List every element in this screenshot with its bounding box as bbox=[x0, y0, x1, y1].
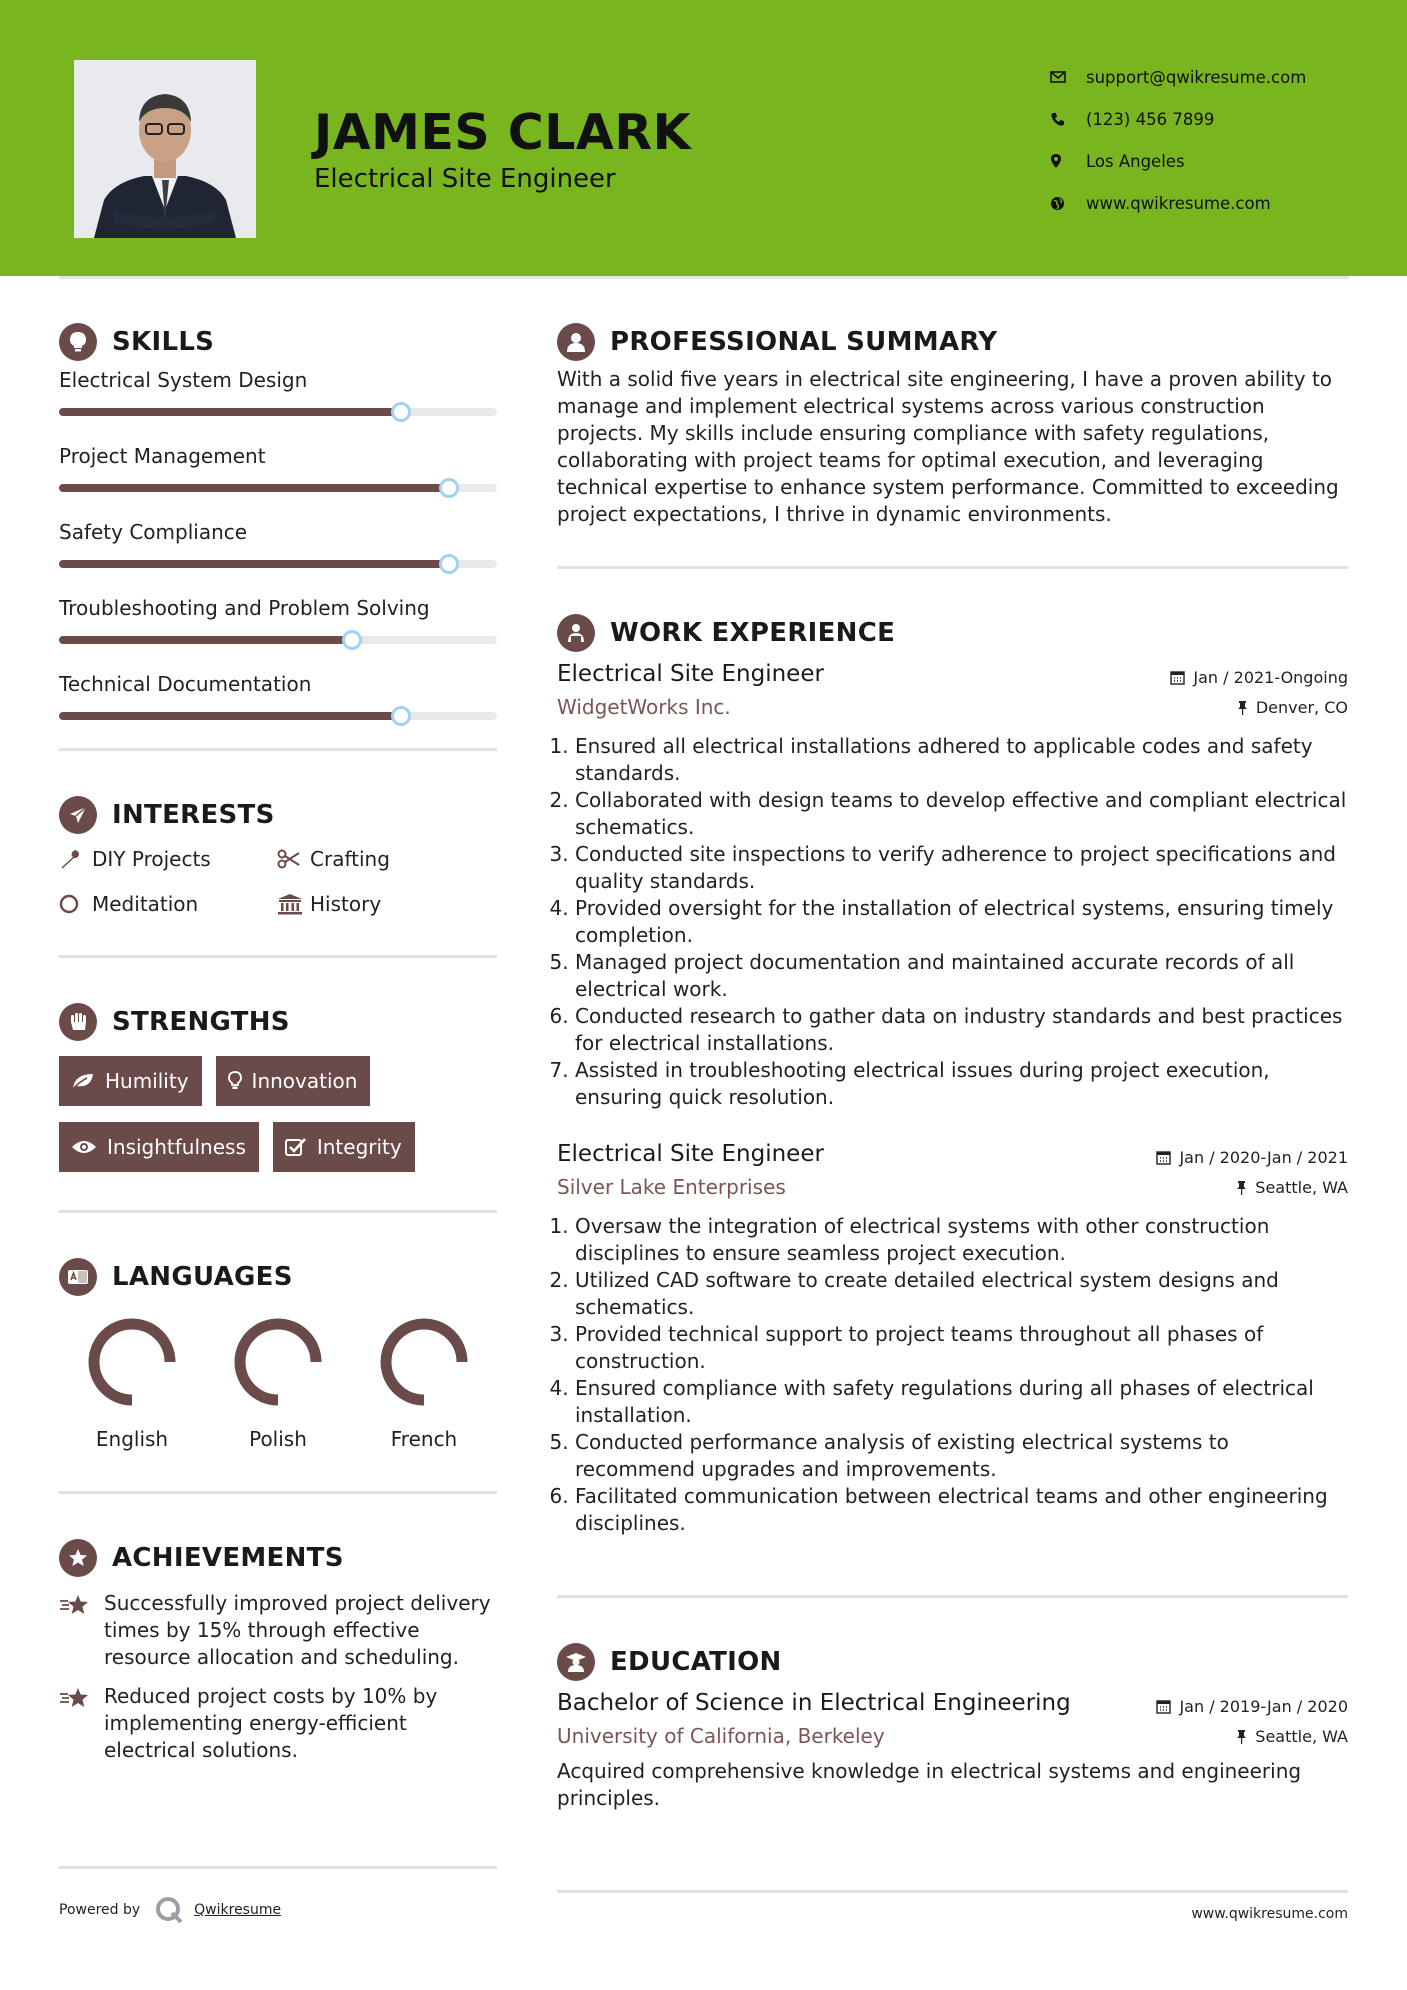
languages-heading bbox=[59, 1255, 497, 1299]
language-label: English bbox=[95, 1427, 169, 1451]
circle-icon bbox=[59, 894, 92, 914]
experience-title: WORK EXPERIENCE bbox=[610, 618, 896, 648]
right-column bbox=[557, 320, 1348, 1812]
section-divider bbox=[59, 955, 497, 958]
strengths-title: STRENGTHS bbox=[112, 1007, 290, 1037]
interest-item bbox=[59, 843, 277, 874]
duties-list bbox=[557, 733, 1348, 1111]
job-location bbox=[1236, 1178, 1348, 1197]
interests-title: INTERESTS bbox=[112, 800, 275, 830]
school-name: University of California, Berkeley bbox=[557, 1724, 885, 1748]
pushpin-icon bbox=[1236, 1180, 1247, 1195]
skill-label: Safety Compliance bbox=[59, 520, 248, 544]
contact-website[interactable] bbox=[1050, 182, 1306, 224]
skill-bar-fill bbox=[59, 636, 352, 644]
duty-item: 4. Ensured compliance with safety regulations during all phases of electrical installation. bbox=[575, 1375, 1348, 1429]
duty-item: 5. Managed project documentation and maintained accurate records of all electrical work. bbox=[575, 949, 1348, 1003]
job-date bbox=[1156, 1148, 1348, 1167]
scissors-icon bbox=[277, 849, 310, 869]
interest-label: Crafting bbox=[310, 846, 390, 871]
interest-label: DIY Projects bbox=[92, 846, 211, 871]
star-badge-icon bbox=[59, 1539, 97, 1577]
skill-bar-fill bbox=[59, 408, 401, 416]
wrench-icon bbox=[59, 848, 92, 870]
languages-title: LANGUAGES bbox=[112, 1262, 293, 1292]
language-item bbox=[205, 1317, 351, 1451]
footer-divider-left bbox=[59, 1866, 497, 1869]
skill-bar-knob bbox=[391, 402, 411, 422]
interests-list bbox=[59, 843, 497, 919]
contact-website-text: www.qwikresume.com bbox=[1086, 193, 1271, 213]
skill-bar-fill bbox=[59, 560, 449, 568]
contact-location-text: Los Angeles bbox=[1086, 151, 1185, 171]
education-date bbox=[1156, 1697, 1348, 1716]
contact-location bbox=[1050, 140, 1306, 182]
duty-item: 1. Oversaw the integration of electrical systems with other construction disciplines to ensure seamless project execution. bbox=[575, 1213, 1348, 1267]
strength-tag bbox=[273, 1122, 415, 1172]
job-location-text: Denver, CO bbox=[1255, 697, 1348, 717]
pushpin-icon bbox=[1237, 700, 1248, 715]
check-square-icon bbox=[285, 1137, 307, 1157]
job-entry bbox=[557, 661, 1348, 1111]
job-date-text: Jan / 2021-Ongoing bbox=[1193, 668, 1348, 687]
job-location bbox=[1237, 698, 1348, 717]
job-entry bbox=[557, 1141, 1348, 1537]
duty-item: 4. Provided oversight for the installation of electrical systems, ensuring timely completion. bbox=[575, 895, 1348, 949]
summary-heading bbox=[557, 320, 1348, 364]
job-title: Electrical Site Engineer bbox=[557, 661, 824, 687]
duty-item: 1. Ensured all electrical installations adhered to applicable codes and safety standards. bbox=[575, 733, 1348, 787]
leaf-icon bbox=[71, 1072, 95, 1090]
strength-label: Integrity bbox=[316, 1135, 402, 1159]
skill-bar bbox=[59, 560, 497, 568]
contact-list bbox=[1050, 56, 1306, 224]
contact-email-text: support@qwikresume.com bbox=[1086, 67, 1307, 87]
calendar-icon bbox=[1170, 670, 1185, 685]
skill-bar-fill bbox=[59, 712, 401, 720]
summary-title: PROFESSIONAL SUMMARY bbox=[610, 327, 998, 357]
achievement-text: Successfully improved project delivery times by 15% through effective resource allocation and scheduling. bbox=[104, 1591, 491, 1669]
skill-item bbox=[59, 520, 497, 568]
education-entry bbox=[557, 1690, 1348, 1812]
interests-heading bbox=[59, 793, 497, 837]
education-date-text: Jan / 2019-Jan / 2020 bbox=[1179, 1697, 1348, 1716]
skill-item bbox=[59, 368, 497, 416]
graduate-icon bbox=[557, 1643, 595, 1681]
institution-icon bbox=[277, 893, 310, 915]
calendar-icon bbox=[1156, 1150, 1171, 1165]
globe-icon bbox=[1050, 196, 1086, 211]
language-gauge bbox=[379, 1317, 469, 1407]
skill-bar-knob bbox=[439, 478, 459, 498]
education-heading bbox=[557, 1640, 1348, 1684]
skill-label: Technical Documentation bbox=[59, 672, 312, 696]
duty-item: 6. Conducted research to gather data on industry standards and best practices for electrical installations. bbox=[575, 1003, 1348, 1057]
language-gauge bbox=[87, 1317, 177, 1407]
lightbulb-icon bbox=[59, 323, 97, 361]
office-worker-icon bbox=[557, 614, 595, 652]
skills-list bbox=[59, 368, 497, 720]
education-location bbox=[1236, 1727, 1348, 1746]
education-title: EDUCATION bbox=[610, 1647, 782, 1677]
skill-bar-fill bbox=[59, 484, 449, 492]
skill-bar bbox=[59, 712, 497, 720]
skill-label: Troubleshooting and Problem Solving bbox=[59, 596, 430, 620]
interest-item bbox=[277, 888, 497, 919]
fast-star-icon bbox=[59, 1683, 104, 1764]
section-divider bbox=[59, 1491, 497, 1494]
duty-item: 2. Utilized CAD software to create detailed electrical system designs and schematics. bbox=[575, 1267, 1348, 1321]
skill-bar-knob bbox=[439, 554, 459, 574]
language-item bbox=[351, 1317, 497, 1451]
eye-icon bbox=[71, 1139, 97, 1155]
duty-item: 2. Collaborated with design teams to develop effective and compliant electrical schematics. bbox=[575, 787, 1348, 841]
achievements-heading bbox=[59, 1536, 497, 1580]
strengths-heading bbox=[59, 1000, 497, 1044]
section-divider bbox=[59, 1210, 497, 1213]
skill-bar-knob bbox=[342, 630, 362, 650]
skill-item bbox=[59, 444, 497, 492]
achievement-item bbox=[59, 1683, 497, 1764]
left-column bbox=[59, 320, 497, 1764]
qwikresume-link[interactable]: Qwikresume bbox=[194, 1902, 282, 1918]
language-label: Polish bbox=[249, 1427, 307, 1451]
skill-item bbox=[59, 672, 497, 720]
language-gauge bbox=[233, 1317, 323, 1407]
skills-heading bbox=[59, 320, 497, 364]
skill-bar bbox=[59, 636, 497, 644]
language-label: French bbox=[390, 1427, 458, 1451]
footer-website[interactable]: www.qwikresume.com bbox=[1191, 1906, 1348, 1922]
section-divider bbox=[557, 1595, 1348, 1598]
fast-star-icon bbox=[59, 1590, 104, 1671]
duty-item: 7. Assisted in troubleshooting electrical issues during project execution, ensuring quick resolution. bbox=[575, 1057, 1348, 1111]
strength-label: Insightfulness bbox=[107, 1135, 246, 1159]
strength-tag bbox=[216, 1056, 371, 1106]
languages-list bbox=[59, 1317, 497, 1451]
duty-item: 6. Facilitated communication between electrical teams and other engineering disciplines. bbox=[575, 1483, 1348, 1537]
job-date bbox=[1170, 668, 1348, 687]
footer-divider-right bbox=[557, 1890, 1348, 1893]
strength-label: Humility bbox=[105, 1069, 189, 1093]
strengths-list bbox=[59, 1056, 497, 1172]
achievement-item bbox=[59, 1590, 497, 1671]
job-title: Electrical Site Engineer bbox=[557, 1141, 824, 1167]
strength-tag bbox=[59, 1056, 202, 1106]
skill-label: Project Management bbox=[59, 444, 266, 468]
profile-photo bbox=[74, 60, 256, 238]
user-icon bbox=[557, 323, 595, 361]
map-marker-icon bbox=[1050, 153, 1086, 169]
duty-item: 5. Conducted performance analysis of existing electrical systems to recommend upgrades and improvements. bbox=[575, 1429, 1348, 1483]
section-divider bbox=[557, 566, 1348, 569]
strength-label: Innovation bbox=[251, 1069, 358, 1093]
company-name: Silver Lake Enterprises bbox=[557, 1175, 786, 1199]
interest-item bbox=[59, 888, 277, 919]
section-divider bbox=[59, 748, 497, 751]
degree-title: Bachelor of Science in Electrical Engineering bbox=[557, 1690, 1071, 1716]
skill-bar bbox=[59, 408, 497, 416]
paper-plane-icon bbox=[59, 796, 97, 834]
skill-item bbox=[59, 596, 497, 644]
calendar-icon bbox=[1156, 1699, 1171, 1714]
experience-heading bbox=[557, 611, 1348, 655]
strength-tag bbox=[59, 1122, 259, 1172]
candidate-name: JAMES CLARK bbox=[314, 104, 692, 161]
interest-label: History bbox=[310, 891, 382, 916]
duty-item: 3. Conducted site inspections to verify adherence to project specifications and quality standards. bbox=[575, 841, 1348, 895]
powered-by-label: Powered by bbox=[59, 1902, 141, 1918]
skill-label: Electrical System Design bbox=[59, 368, 308, 392]
skill-bar-knob bbox=[391, 706, 411, 726]
language-item bbox=[59, 1317, 205, 1451]
summary-text: With a solid five years in electrical site engineering, I have a proven ability to manage and implement electrical systems across various construction projects. My skills include ensuring compliance with safety regulations, collaborating with project teams for optimal execution, and leveraging technical expertise to enhance system performance. Committed to exceeding project expectations, I thrive in dynamic environments. bbox=[557, 367, 1339, 526]
interest-label: Meditation bbox=[92, 891, 199, 916]
contact-phone-text: (123) 456 7899 bbox=[1086, 109, 1215, 129]
contact-phone[interactable] bbox=[1050, 98, 1306, 140]
fist-icon bbox=[59, 1003, 97, 1041]
language-icon bbox=[59, 1258, 97, 1296]
education-location-text: Seattle, WA bbox=[1255, 1726, 1348, 1746]
achievements-title: ACHIEVEMENTS bbox=[112, 1543, 344, 1573]
header-divider bbox=[59, 276, 1349, 279]
interest-item bbox=[277, 843, 497, 874]
achievements-list bbox=[59, 1590, 497, 1764]
company-name: WidgetWorks Inc. bbox=[557, 695, 731, 719]
education-description: Acquired comprehensive knowledge in electrical systems and engineering principles. bbox=[557, 1759, 1302, 1810]
envelope-icon bbox=[1050, 70, 1086, 84]
candidate-title: Electrical Site Engineer bbox=[314, 164, 616, 194]
lightbulb-icon bbox=[228, 1071, 242, 1091]
job-location-text: Seattle, WA bbox=[1255, 1177, 1348, 1197]
pushpin-icon bbox=[1236, 1729, 1247, 1744]
achievement-text: Reduced project costs by 10% by implementing energy-efficient electrical solutions. bbox=[104, 1684, 438, 1762]
footer-powered-by bbox=[59, 1895, 281, 1925]
skills-title: SKILLS bbox=[112, 327, 215, 357]
contact-email[interactable] bbox=[1050, 56, 1306, 98]
resume-header bbox=[0, 0, 1407, 276]
qwikresume-logo-icon bbox=[154, 1895, 184, 1925]
duty-item: 3. Provided technical support to project teams throughout all phases of construction. bbox=[575, 1321, 1348, 1375]
phone-icon bbox=[1050, 112, 1086, 127]
job-date-text: Jan / 2020-Jan / 2021 bbox=[1179, 1148, 1348, 1167]
skill-bar bbox=[59, 484, 497, 492]
duties-list bbox=[557, 1213, 1348, 1537]
